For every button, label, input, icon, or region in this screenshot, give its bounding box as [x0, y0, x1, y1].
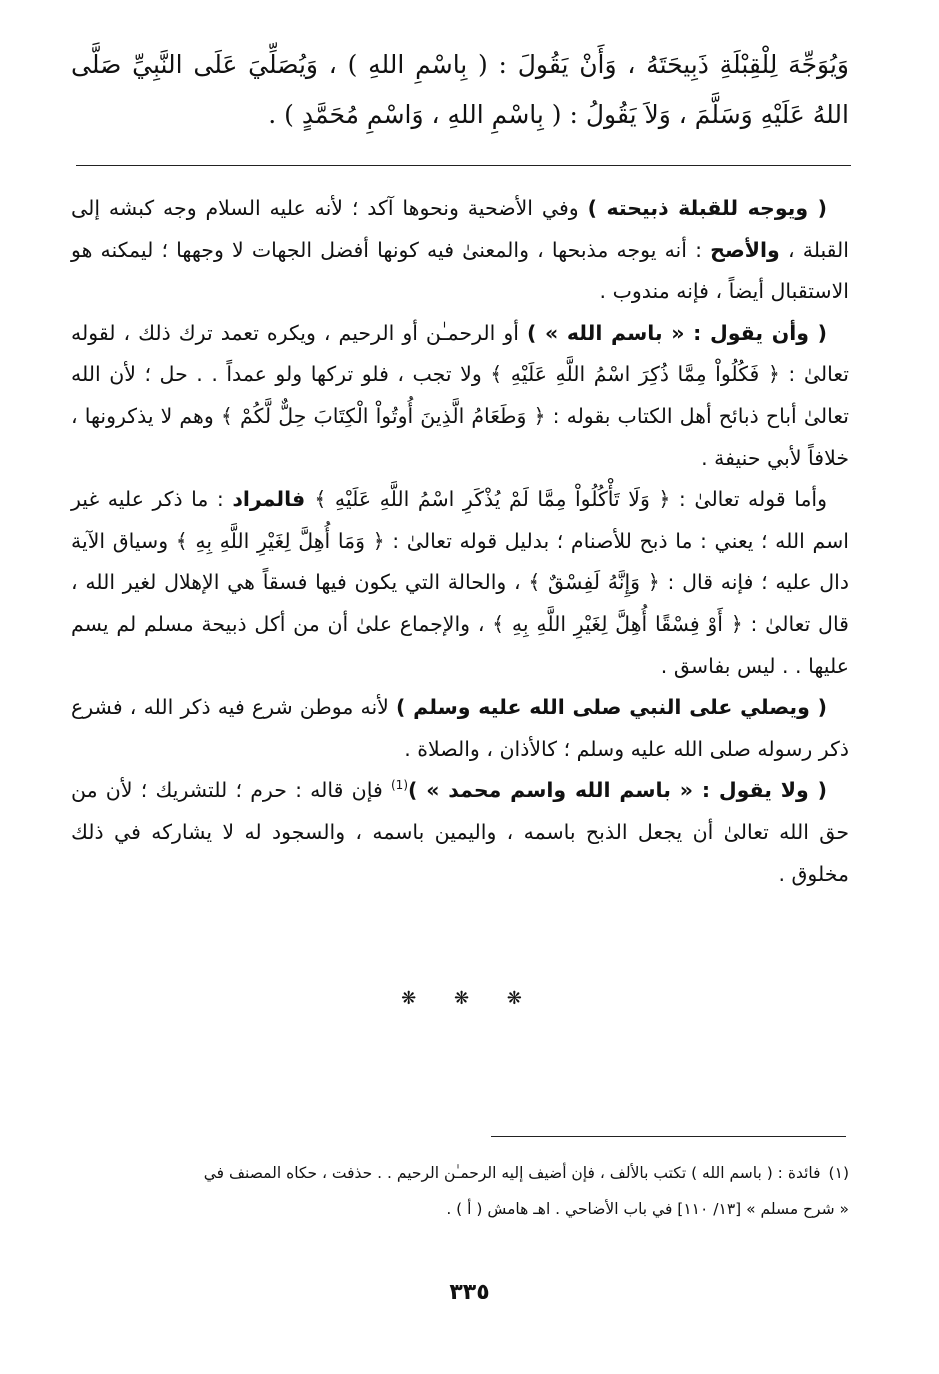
footnote-line-1: (١)فائدة : ( باسم الله ) تكتب بالألف ، فإن أضيف إليه الرحمـٰن الرحيم . . حذفت ، حكاه المصنف في [203, 1164, 849, 1182]
footnote-line-2: « شرح مسلم » [١٣/ ١١٠] في باب الأضاحي . اهـ هامش ( أ ) . [446, 1200, 849, 1218]
matn-quote: ( ولا يقول : « باسم الله واسم محمد » ) [408, 778, 827, 803]
quran-verse: ﴿ وَطَعَامُ الَّذِينَ أُوتُواْ الْكِتَابَ حِلٌّ لَّكُمْ ﴾ [220, 403, 546, 428]
sharh-paragraph-2: ( وأن يقول : « باسم الله » ) أو الرحمـٰن أو الرحيم ، ويكره تعمد ترك ذلك ، لقوله تعالىٰ : ﴿ فَكُلُواْ مِمَّا ذُكِرَ اسْمُ اللَّهِ عَلَيْهِ ﴾ ولا تجب ، فلو تركها ولو عمداً . . حل ؛ لأن الله تعالىٰ أباح ذبائح أهل الكتاب بقوله : ﴿ وَطَعَامُ الَّذِينَ أُوتُواْ الْكِتَابَ حِلٌّ لَّكُمْ ﴾ وهم لا يذكرونها ، خلافاً لأبي حنيفة . [71, 320, 849, 470]
footnote-number: (١) [828, 1164, 849, 1182]
matn-separator-line [76, 165, 851, 166]
footnote-separator-line [491, 1136, 846, 1137]
matn-text: وَيُوَجِّهَ لِلْقِبْلَةِ ذَبِيحَتَهُ ، وَأَنْ يَقُولَ : ( بِاسْمِ اللهِ ) ، وَيُصَلِّيَ عَلَى النَّبِيِّ صَلَّى اللهُ عَلَيْهِ وَسَلَّمَ ، وَلاَ يَقُولُ : ( بِاسْمِ اللهِ ، وَاسْمِ مُحَمَّدٍ ) . [71, 50, 849, 129]
page-number: ٣٣٥ [449, 1280, 490, 1305]
sharh-paragraph-5: ( ولا يقول : « باسم الله واسم محمد » )$^{(1)}$ فإن قاله : حرم ؛ للتشريك ؛ لأن من حق الله تعالىٰ أن يجعل الذبح باسمه ، واليمين باسمه ، والسجود له لا يشاركه في ذلك مخلوق . [71, 778, 849, 886]
bold-term: والأصح [710, 237, 780, 262]
footnote-reference[interactable]: (1) [390, 778, 408, 793]
sharh-paragraph-3: وأما قوله تعالىٰ : ﴿ وَلَا تَأْكُلُواْ مِمَّا لَمْ يُذْكَرِ اسْمُ اللَّهِ عَلَيْهِ ﴾ فالمراد : ما ذكر عليه غير اسم الله ؛ يعني : ما ذبح للأصنام ؛ بدليل قوله تعالىٰ : ﴿ وَمَا أُهِلَّ لِغَيْرِ اللَّهِ بِهِ ﴾ وسياق الآية دال عليه ؛ فإنه قال : ﴿ وَإِنَّهُ لَفِسْقٌ ﴾ ، والحالة التي يكون فيها فسقاً هي الإهلال لغير الله ، قال تعالىٰ : ﴿ أَوْ فِسْقًا أُهِلَّ لِغَيْرِ اللَّهِ بِهِ ﴾ ، والإجماع علىٰ أن من أكل ذبيحة مسلم لم يسم عليها . . ليس بفاسق . [71, 487, 849, 678]
quran-verse: ﴿ وَإِنَّهُ لَفِسْقٌ ﴾ [528, 570, 660, 595]
quran-verse: ﴿ أَوْ فِسْقًا أُهِلَّ لِغَيْرِ اللَّهِ بِهِ ﴾ [492, 611, 743, 636]
footnote [71, 1155, 849, 1227]
sharh-paragraph-1: ( ويوجه للقبلة ذبيحته ) وفي الأضحية ونحوها آكد ؛ لأنه عليه السلام وجه كبشه إلى القبلة ، والأصح : أنه يوجه مذبحها ، والمعنىٰ فيه كونها أفضل الجهات لا وجهها ؛ ليمكنه هو الاستقبال أيضاً ، فإنه مندوب . [71, 196, 849, 304]
quran-verse: ﴿ وَلَا تَأْكُلُواْ مِمَّا لَمْ يُذْكَرِ اسْمُ اللَّهِ عَلَيْهِ ﴾ [314, 487, 671, 512]
sharh-commentary [71, 188, 849, 895]
section-separator-stars: ❋ ❋ ❋ [401, 988, 538, 1009]
matn-quote: ( ويوجه للقبلة ذبيحته ) [587, 196, 827, 220]
matn-quote: ( وأن يقول : « باسم الله » ) [526, 320, 827, 345]
bold-term: فالمراد [232, 487, 315, 512]
quran-verse: ﴿ وَمَا أُهِلَّ لِغَيْرِ اللَّهِ بِهِ ﴾ [175, 528, 385, 553]
matn-quote: ( ويصلي على النبي صلى الله عليه وسلم ) [396, 695, 828, 720]
sharh-paragraph-4: ( ويصلي على النبي صلى الله عليه وسلم ) لأنه موطن شرع فيه ذكر الله ، فشرع ذكر رسوله صلى الله عليه وسلم ؛ كالأذان ، والصلاة . [71, 695, 849, 761]
quran-verse: ﴿ فَكُلُواْ مِمَّا ذُكِرَ اسْمُ اللَّهِ عَلَيْهِ ﴾ [490, 362, 780, 387]
